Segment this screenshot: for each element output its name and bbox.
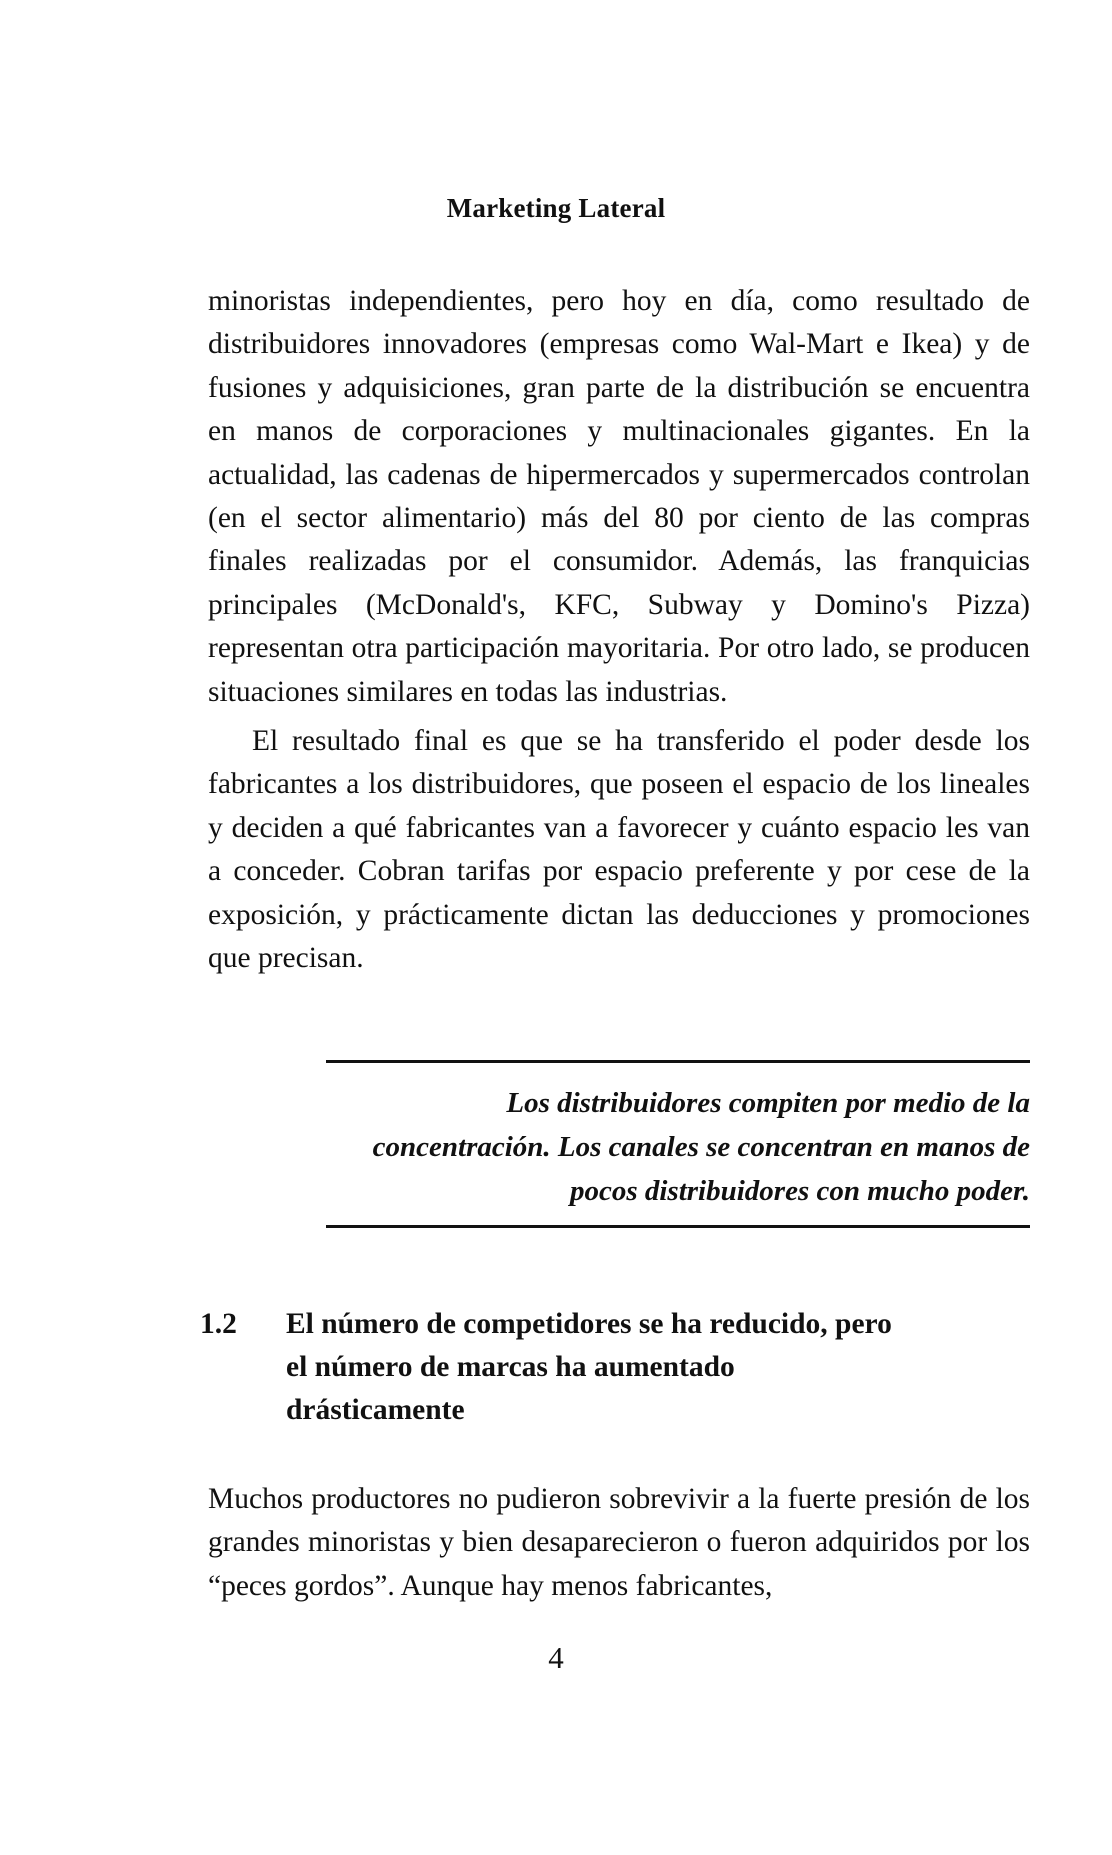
paragraph-text: minoristas independientes, pero hoy en día, como resultado de distribuidores innovadores (empresas como Wal-Mart e Ikea) y de fusiones y adquisiciones, gran parte de la distribución se encuentra en manos de corporaciones y multinacionales gigantes. En la actualidad, las cadenas de hipermercados y supermercados controlan (en el sector alimentario) más del 80 por ciento de las compras finales realizadas por el consumidor. Además, las franquicias principales (McDonald's, KFC, Subway y Domino's Pizza) representan otra participación mayoritaria. Por otro lado, se producen situaciones similares en todas las industrias. [208, 285, 1030, 708]
paragraph-text: El resultado final es que se ha transferido el poder desde los fabricantes a los distribuidores, que poseen el espacio de los lineales y deciden a qué fabricantes van a favorecer y cuánto espacio les van a conceder. Cobran tarifas por espacio preferente y por cese de la exposición, y prácticamente dictan las deducciones y promociones que precisan. [208, 725, 1030, 975]
running-header: Marketing Lateral [446, 193, 666, 223]
body-paragraph [208, 280, 1030, 714]
pull-quote-text: Los distribuidores compiten por medio de la concentración. Los canales se concentran en manos de pocos distribuidores con mucho poder. [372, 1087, 1030, 1207]
section-heading [200, 1303, 1020, 1432]
pull-quote [326, 1060, 1030, 1228]
paragraph-text: Muchos productores no pudieron sobrevivir a la fuerte presión de los grandes minoristas y bien desaparecieron o fueron adquiridos por los “peces gordos”. Aunque hay menos fabricantes, [208, 1483, 1030, 1602]
body-paragraph [208, 720, 1030, 980]
page-number: 4 [548, 1640, 564, 1675]
section-title: El número de competidores se ha reducido, pero el número de marcas ha aumentado drásticamente [286, 1308, 892, 1426]
body-paragraph [208, 1478, 1030, 1608]
section-number: 1.2 [200, 1308, 237, 1340]
